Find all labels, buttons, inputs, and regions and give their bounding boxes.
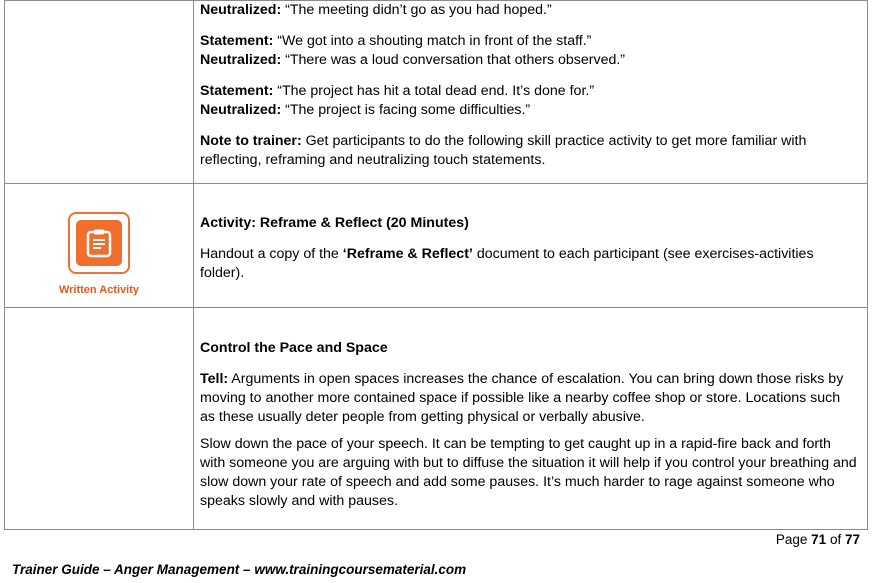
table-row xyxy=(5,308,868,530)
section-heading: Control the Pace and Space xyxy=(200,340,388,356)
activity-title: Activity: Reframe & Reflect (20 Minutes) xyxy=(200,215,469,231)
text-cell xyxy=(194,1,868,184)
icon-cell-empty xyxy=(5,308,194,530)
written-activity-badge xyxy=(68,212,130,274)
handout-text: Handout a copy of the ‘Reframe & Reflect’ document to each participant (see exercises-activities folder). xyxy=(200,246,814,281)
icon-cell xyxy=(5,184,194,308)
tell-paragraph: Tell: Arguments in open spaces increases the chance of escalation. You can bring down those risks by moving to another more contained space if possible like a nearby coffee shop or store. Locations such as these usually deter people from getting physical or verbally abusive. xyxy=(200,371,844,425)
footer: Trainer Guide – Anger Management – www.trainingcoursematerial.com xyxy=(12,562,467,577)
page-number: Page 71 of 77 xyxy=(775,532,860,547)
neutralized-line: Neutralized: “The project is facing some difficulties.” xyxy=(200,102,531,118)
pace-paragraph: Slow down the pace of your speech. It can be tempting to get caught up in a rapid-fire back and forth with someone you are arguing with but to diffuse the situation it will help if you control your breathing and slow down your rate of speech and add some pauses. It’s much harder to rage against someone who speaks slowly and with pauses. xyxy=(200,436,857,509)
neutralized-line: Neutralized: “The meeting didn’t go as you had hoped.” xyxy=(200,2,552,18)
text-cell xyxy=(194,184,868,308)
icon-cell-empty xyxy=(5,1,194,184)
clipboard-icon xyxy=(86,228,112,258)
content-table xyxy=(4,0,868,530)
written-activity-label: Written Activity xyxy=(58,284,140,296)
text-cell xyxy=(194,308,868,530)
table-row xyxy=(5,184,868,308)
statement-line: Statement: “We got into a shouting match in front of the staff.” xyxy=(200,33,592,49)
statement-line: Statement: “The project has hit a total dead end. It’s done for.” xyxy=(200,83,595,99)
neutralized-line: Neutralized: “There was a loud conversation that others observed.” xyxy=(200,52,626,68)
table-row xyxy=(5,1,868,184)
trainer-note: Note to trainer: Get participants to do the following skill practice activity to get more familiar with reflecting, reframing and neutralizing touch statements. xyxy=(200,133,807,168)
